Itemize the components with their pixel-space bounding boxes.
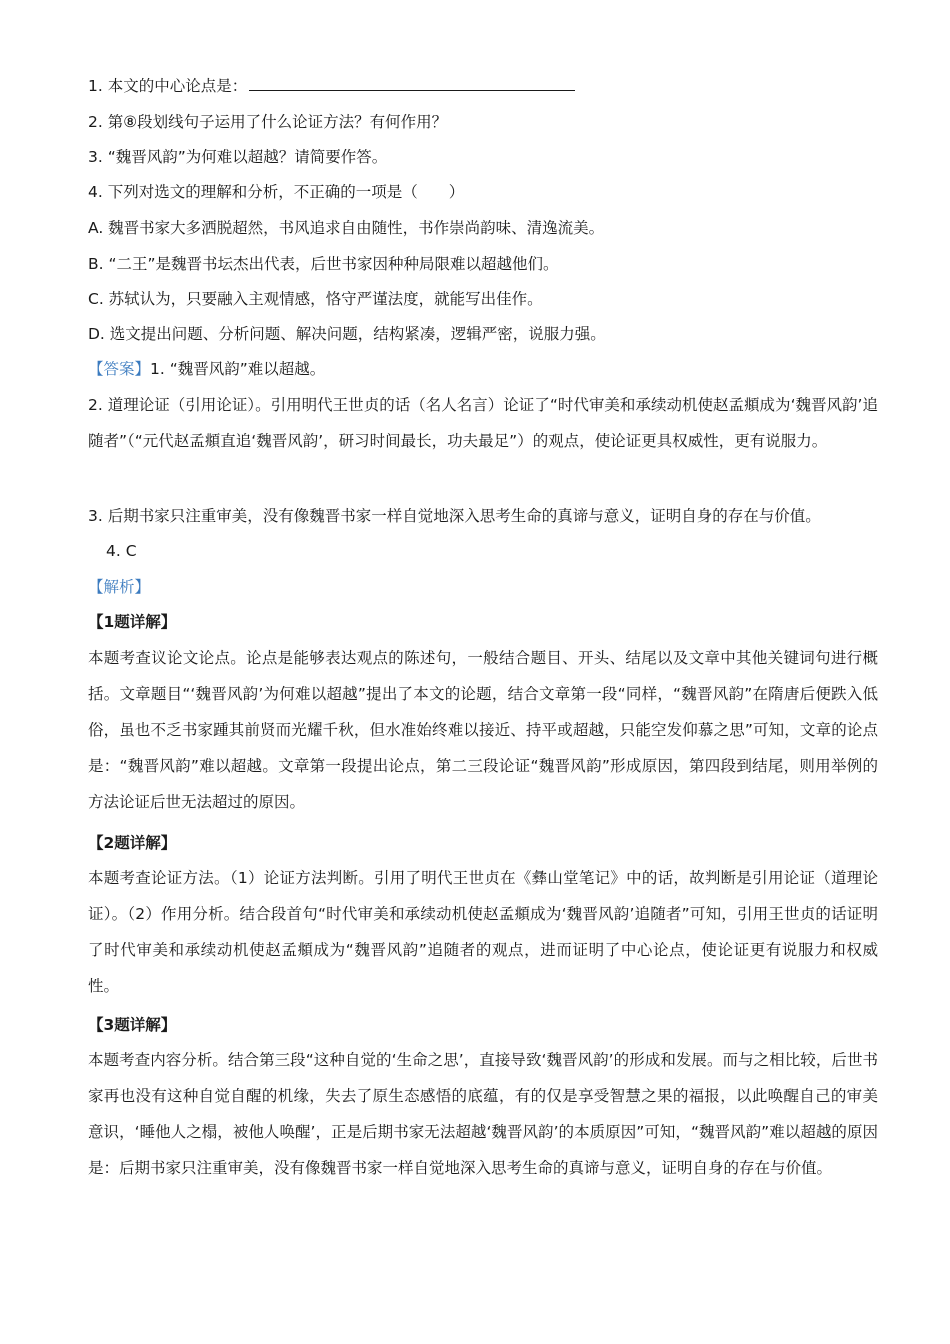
option-a: A. 魏晋书家大多洒脱超然，书风追求自由随性，书作崇尚韵味、清逸流美。 <box>88 219 605 237</box>
detail-paragraph-2: 本题考查论证方法。（1）论证方法判断。引用了明代王世贞在《彝山堂笔记》中的话，故判断是引用论证（道理论证）。（2）作用分析。结合段首句“时代审美和承续动机使赵孟頫成为‘魏晋风韵’追随者”可知，引用王世贞的话证明了时代审美和承续动机使赵孟頫成为“魏晋风韵”追随者的观点，进而证明了中心论点，使论证更有说服力和权威性。 <box>88 869 878 995</box>
answer-blank-line <box>249 76 575 91</box>
detail-heading-3: 【3题详解】 <box>88 1016 177 1034</box>
option-c: C. 苏轼认为，只要融入主观情感，恪守严谨法度，就能写出佳作。 <box>88 290 543 308</box>
option-b: B. “二王”是魏晋书坛杰出代表，后世书家因种种局限难以超越他们。 <box>88 255 559 273</box>
question-4: 4. 下列对选文的理解和分析，不正确的一项是（ ） <box>88 183 465 201</box>
analysis-tag: 【解析】 <box>88 578 151 596</box>
answer-2: 2. 道理论证（引用论证）。引用明代王世贞的话（名人名言）论证了“时代审美和承续动机使赵孟頫成为‘魏晋风韵’追随者”（“元代赵孟頫直追‘魏晋风韵’，研习时间最长，功夫最足”）的观点，使论证更具权威性，更有说服力。 <box>88 396 878 450</box>
detail-heading-2: 【2题详解】 <box>88 834 177 852</box>
option-d: D. 选文提出问题、分析问题、解决问题，结构紧凑，逻辑严密，说服力强。 <box>88 325 606 343</box>
answer-1-text: 1. “魏晋风韵”难以超越。 <box>150 360 326 378</box>
answer-1 <box>88 359 325 379</box>
answer-4: 4. C <box>106 542 137 560</box>
question-2: 2. 第⑧段划线句子运用了什么论证方法？有何作用？ <box>88 113 448 131</box>
answer-3: 3. 后期书家只注重审美，没有像魏晋书家一样自觉地深入思考生命的真谛与意义，证明自身的存在与价值。 <box>88 507 821 525</box>
question-1-text: 1. 本文的中心论点是： <box>88 77 248 95</box>
detail-heading-1: 【1题详解】 <box>88 613 177 631</box>
detail-paragraph-3: 本题考查内容分析。结合第三段“这种自觉的‘生命之思’，直接导致‘魏晋风韵’的形成和发展。而与之相比较，后世书家再也没有这种自觉自醒的机缘，失去了原生态感悟的底蕴，有的仅是享受智慧之果的福报，以此唤醒自己的审美意识，‘睡他人之榻，被他人唤醒’，正是后期书家无法超越‘魏晋风韵’的本质原因”可知，“魏晋风韵”难以超越的原因是：后期书家只注重审美，没有像魏晋书家一样自觉地深入思考生命的真谛与意义，证明自身的存在与价值。 <box>88 1051 878 1177</box>
question-1 <box>88 76 575 96</box>
question-3: 3. “魏晋风韵”为何难以超越？请简要作答。 <box>88 148 388 166</box>
detail-paragraph-1: 本题考查议论文论点。论点是能够表达观点的陈述句，一般结合题目、开头、结尾以及文章中其他关键词句进行概括。文章题目“‘魏晋风韵’为何难以超越”提出了本文的论题，结合文章第一段“同样，“魏晋风韵”在隋唐后便跌入低俗，虽也不乏书家踵其前贤而光耀千秋，但水准始终难以接近、持平或超越，只能空发仰慕之思”可知，文章的论点是：“魏晋风韵”难以超越。文章第一段提出论点，第二三段论证“魏晋风韵”形成原因，第四段到结尾，则用举例的方法论证后世无法超过的原因。 <box>88 649 878 811</box>
answer-tag: 【答案】 <box>88 360 151 378</box>
